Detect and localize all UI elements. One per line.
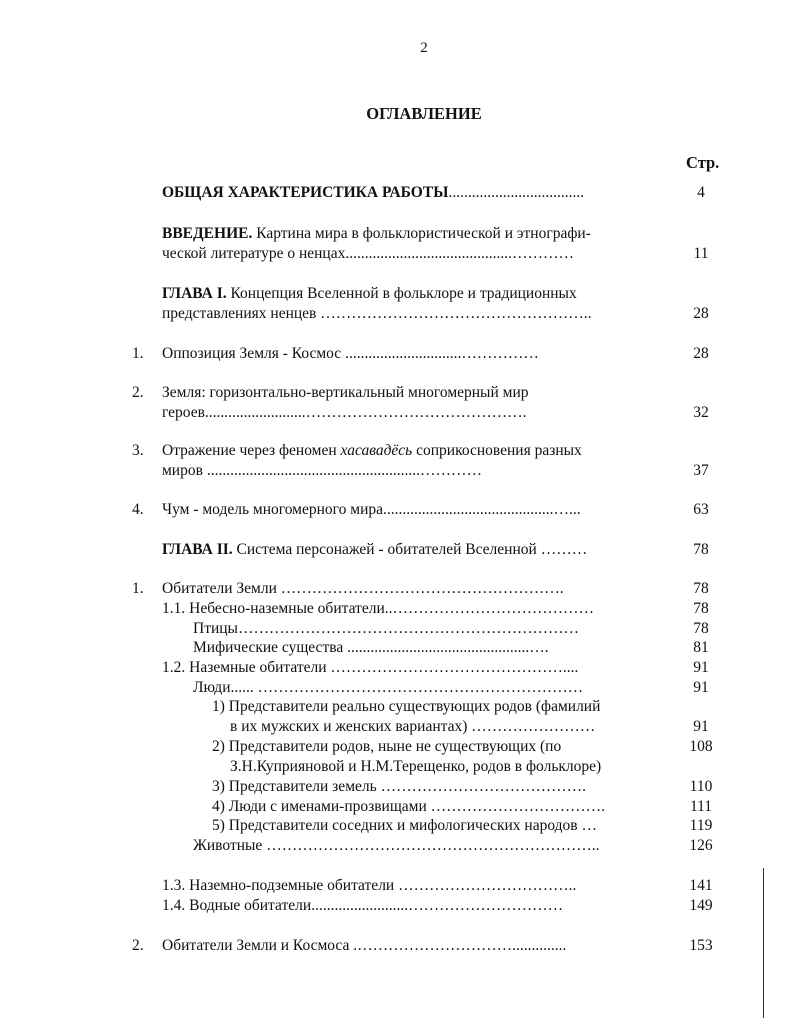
toc-entry-title: 5) Представители соседних и мифологических народов xyxy=(212,817,578,834)
toc-leader-dots: ..………………………………… xyxy=(384,600,594,617)
toc-page-number: 32 xyxy=(693,404,709,421)
toc-entry-text xyxy=(162,936,566,956)
toc-page-number: 108 xyxy=(689,738,713,755)
toc-page-number: 119 xyxy=(689,817,713,834)
toc-page-number: 126 xyxy=(689,837,713,854)
toc-entry-title: Картина мира в фольклористической и этнографи- xyxy=(252,225,591,242)
toc-entry-text-line2 xyxy=(230,717,595,737)
toc-leader-dots: ………………………………………………. xyxy=(276,580,564,597)
toc-entry-italic: хасавадёсь xyxy=(340,442,413,459)
toc-entry-title: 1.3. Наземно-подземные обитатели xyxy=(162,877,395,894)
toc-page-number: 91 xyxy=(693,718,709,735)
toc-entry-heading: ГЛАВА I. xyxy=(162,285,227,302)
toc-leader-dots: …………………………………………….. xyxy=(316,305,592,322)
toc-entry-title: Отражение через феномен xyxy=(162,442,341,459)
toc-entry-title-line2: З.Н.Куприяновой и Н.М.Терещенко, родов в фольклоре) xyxy=(230,758,602,775)
toc-entry-title: Птицы xyxy=(193,620,238,637)
toc-entry-title-line2: в их мужских и женских вариантах) xyxy=(230,718,468,735)
toc-entry-text xyxy=(162,441,582,461)
toc-entry-number: 2. xyxy=(132,384,144,401)
toc-entry-title: 1.1. Небесно-наземные обитатели xyxy=(162,600,385,617)
toc-entry-text-line2 xyxy=(162,403,527,423)
toc-leader-dots: ……………………………………………………… xyxy=(253,679,584,696)
toc-entry-title: Обитатели Земли и Космоса xyxy=(162,937,350,954)
toc-entry-title: 1.2. Наземные обитатели xyxy=(162,659,327,676)
toc-entry-text xyxy=(162,383,529,403)
toc-leader-dots: ................................... xyxy=(448,184,585,201)
toc-leader-dots: .………………………….............. xyxy=(349,937,567,954)
toc-page-number: 37 xyxy=(693,462,709,479)
toc-entry-text xyxy=(162,876,576,896)
toc-entry-text xyxy=(162,500,581,520)
toc-leader-dots: … xyxy=(577,817,597,834)
toc-entry-title-line2: героев xyxy=(162,404,205,421)
toc-leader-dots: ..............................…………… xyxy=(341,345,539,362)
toc-entry-number: 1. xyxy=(132,580,144,597)
toc-entry-title: Обитатели Земли xyxy=(162,580,277,597)
toc-page-number: 91 xyxy=(693,679,709,696)
toc-leader-dots: ............................................…... xyxy=(383,501,581,518)
toc-entry-text-line2 xyxy=(230,757,601,777)
toc-page-number: 153 xyxy=(689,937,713,954)
toc-entry-text xyxy=(212,816,597,836)
toc-entry-text-line2 xyxy=(162,244,574,264)
toc-page-number: 4 xyxy=(697,184,705,201)
toc-entry-text xyxy=(193,619,579,639)
toc-leader-dots: ……………………………………….... xyxy=(326,659,579,676)
toc-page-number: 63 xyxy=(693,501,709,518)
toc-leader-dots: …………………………………. xyxy=(376,778,586,795)
toc-entry-text-line2 xyxy=(162,304,592,324)
toc-page-number: 110 xyxy=(689,778,713,795)
toc-leader-dots: ……… xyxy=(536,541,588,558)
toc-entry-title: 4) Люди с именами-прозвищами xyxy=(212,798,427,815)
toc-entry-text-line2 xyxy=(162,461,482,481)
toc-entry-title: Мифические существа xyxy=(193,639,344,656)
toc-page-number: 28 xyxy=(693,345,709,362)
toc-entry-title: 3) Представители земель xyxy=(212,778,377,795)
toc-entry-text xyxy=(162,224,591,244)
toc-entry-heading: ВВЕДЕНИЕ. xyxy=(162,225,253,242)
toc-entry-number: 4. xyxy=(132,501,144,518)
toc-entry-text xyxy=(162,658,578,678)
toc-title: ОГЛАВЛЕНИЕ xyxy=(366,104,482,123)
toc-leader-dots: …………………… xyxy=(467,718,596,735)
toc-entry-text xyxy=(193,678,583,698)
toc-entry-text xyxy=(162,344,539,364)
toc-leader-dots: ..........................……………………………………. xyxy=(204,404,527,421)
toc-entry-title: 1.4. Водные обитатели xyxy=(162,897,312,914)
toc-entry-number: 3. xyxy=(132,442,144,459)
toc-page-number: 81 xyxy=(693,639,709,656)
toc-entry-heading: ОБЩАЯ ХАРАКТЕРИСТИКА РАБОТЫ xyxy=(162,184,449,201)
toc-page-number: 11 xyxy=(693,245,709,262)
toc-entry-number: 1. xyxy=(132,345,144,362)
toc-leader-dots: …………………………….. xyxy=(394,877,577,894)
toc-entry-text xyxy=(162,284,577,304)
toc-leader-dots: .......................................................………… xyxy=(202,462,482,479)
toc-page-number: 149 xyxy=(689,897,713,914)
toc-entry-title-line2: представлениях ненцев xyxy=(162,305,317,322)
toc-leader-dots: ...........................................………… xyxy=(345,245,574,262)
toc-entry-text xyxy=(193,836,599,856)
toc-entry-text xyxy=(162,896,563,916)
toc-page-number: 141 xyxy=(689,877,713,894)
toc-entry-text xyxy=(162,579,564,599)
toc-entry-title: Чум - модель многомерного мира xyxy=(162,501,383,518)
toc-leader-dots: ……………………………. xyxy=(426,798,606,815)
toc-entry-title: Земля: горизонтально-вертикальный многомерный мир xyxy=(162,384,529,401)
toc-entry-title: Люди...... xyxy=(193,679,254,696)
toc-entry-title-line2: ческой литературе о ненцах xyxy=(162,245,346,262)
toc-entry-text xyxy=(212,737,561,757)
toc-entry-text xyxy=(212,777,586,797)
toc-page-number: 28 xyxy=(693,305,709,322)
toc-page-number: 78 xyxy=(693,600,709,617)
toc-entry-text xyxy=(193,638,549,658)
page-column-header: Стр. xyxy=(686,153,720,172)
toc-page-number: 91 xyxy=(693,659,709,676)
toc-entry-text xyxy=(162,183,584,203)
toc-page-number: 78 xyxy=(693,580,709,597)
toc-page-number: 111 xyxy=(689,798,713,815)
toc-entry-title: Концепция Вселенной в фольклоре и традиционных xyxy=(226,285,577,302)
toc-leader-dots: ……………………………………………………….. xyxy=(262,837,600,854)
toc-entry-text xyxy=(212,797,605,817)
toc-entry-title: 2) Представители родов, ныне не существующих (по xyxy=(212,738,562,755)
toc-entry-title: 1) Представители реально существующих родов (фамилий xyxy=(212,698,601,715)
toc-leader-dots: ...............................................…. xyxy=(343,639,549,656)
toc-entry-title: Животные xyxy=(193,837,263,854)
toc-leader-dots: ………………………………………………………… xyxy=(237,620,579,637)
toc-entry-title-cont: соприкосновения разных xyxy=(412,442,582,459)
toc-page-number: 78 xyxy=(693,620,709,637)
toc-entry-title: Система персонажей - обитателей Вселенной xyxy=(232,541,537,558)
toc-entry-title-line2: миров xyxy=(162,462,203,479)
toc-leader-dots: .........................………………………… xyxy=(311,897,564,914)
toc-entry-text xyxy=(162,540,587,560)
toc-entry-text xyxy=(162,599,594,619)
toc-page-number: 78 xyxy=(693,541,709,558)
page-number: 2 xyxy=(420,40,428,56)
toc-entry-title: Оппозиция Земля - Космос xyxy=(162,345,342,362)
toc-entry-number: 2. xyxy=(132,937,144,954)
toc-entry-heading: ГЛАВА II. xyxy=(162,541,233,558)
toc-entry-text xyxy=(212,697,600,717)
scan-margin-line xyxy=(763,868,764,1018)
